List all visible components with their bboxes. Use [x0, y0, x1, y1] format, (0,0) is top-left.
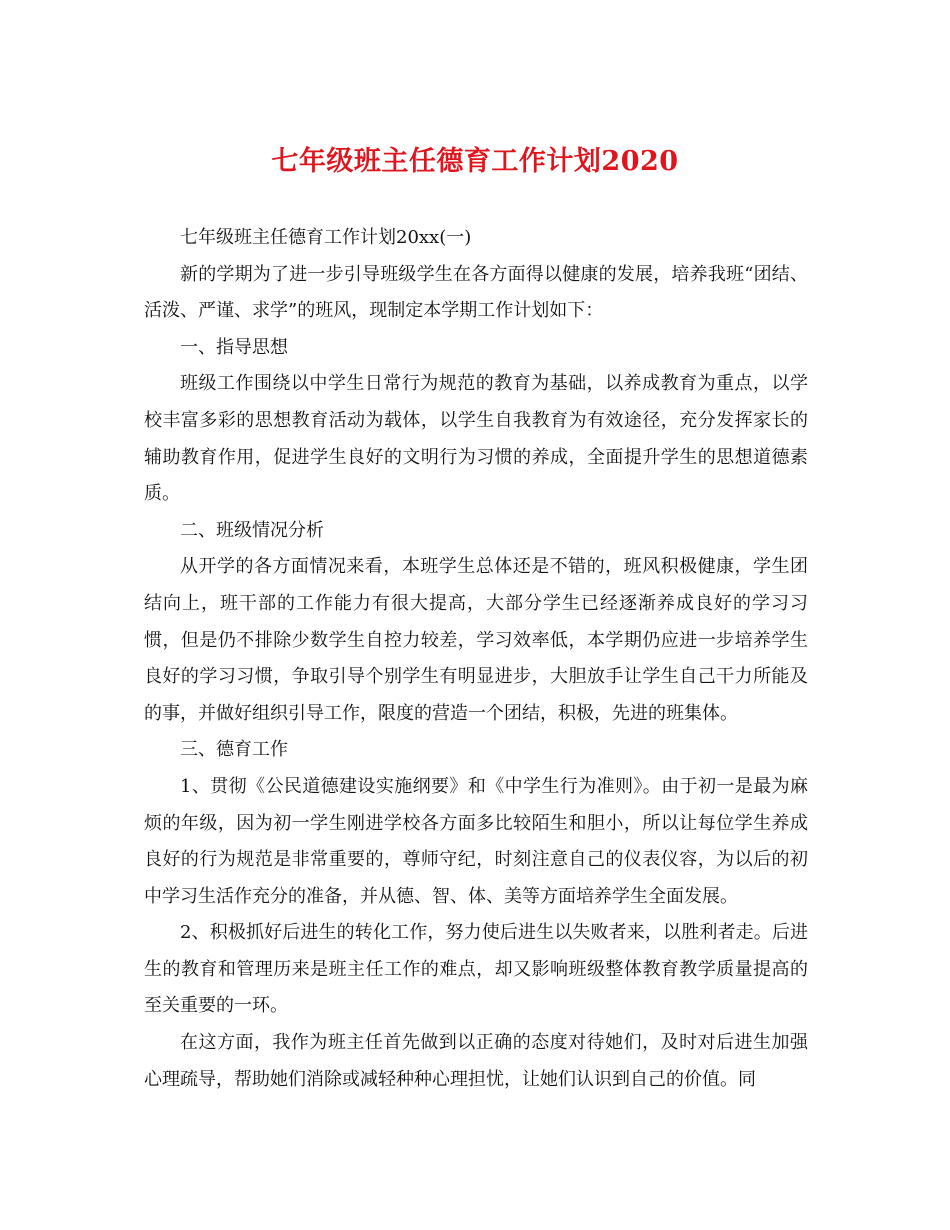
- paragraph-moral-item-1: 1、贯彻《公民道德建设实施纲要》和《中学生行为准则》。由于初一是最为麻烦的年级，因为初一学生刚进学校各方面多比较陌生和胆小，所以让每位学生养成良好的行为规范是非常重要的，尊师守纪，时刻注意自己的仪表仪容，为以后的初中学习生活作充分的准备，并从德、智、体、美等方面培养学生全面发展。: [144, 775, 808, 907]
- section-heading-guiding-thought: 一、指导思想: [180, 336, 288, 358]
- paragraph-guiding-thought: 班级工作围绕以中学生日常行为规范的教育为基础，以养成教育为重点，以学校丰富多彩的思想教育活动为载体，以学生自我教育为有效途径，充分发挥家长的辅助教育作用，促进学生良好的文明行为习惯的养成，全面提升学生的思想道德素质。: [144, 373, 808, 505]
- document-subtitle: 七年级班主任德育工作计划20xx(一): [180, 227, 472, 248]
- paragraph-class-analysis: 从开学的各方面情况来看，本班学生总体还是不错的，班风积极健康，学生团结向上，班干部的工作能力有很大提高，大部分学生已经逐渐养成良好的学习习惯，但是仍不排除少数学生自控力较差，学习效率低，本学期仍应进一步培养学生良好的学习习惯，争取引导个别学生有明显进步，大胆放手让学生自己干力所能及的事，并做好组织引导工作，限度的营造一个团结，积极，先进的班集体。: [144, 556, 808, 724]
- document-title: 七年级班主任德育工作计划2020: [271, 146, 679, 177]
- section-heading-class-analysis: 二、班级情况分析: [180, 519, 324, 541]
- section-heading-moral-education: 三、德育工作: [180, 739, 288, 761]
- paragraph-intro: 新的学期为了进一步引导班级学生在各方面得以健康的发展，培养我班“团结、活泼、严谨、求学”的班风，现制定本学期工作计划如下：: [144, 263, 808, 322]
- paragraph-moral-item-2: 2、积极抓好后进生的转化工作，努力使后进生以失败者来，以胜利者走。后进生的教育和管理历来是班主任工作的难点，却又影响班级整体教育教学质量提高的至关重要的一环。: [144, 922, 808, 1017]
- document-body: [144, 220, 808, 1098]
- paragraph-approach: 在这方面，我作为班主任首先做到以正确的态度对待她们，及时对后进生加强心理疏导，帮助她们消除或减轻种种心理担忧，让她们认识到自己的价值。同: [144, 1032, 808, 1090]
